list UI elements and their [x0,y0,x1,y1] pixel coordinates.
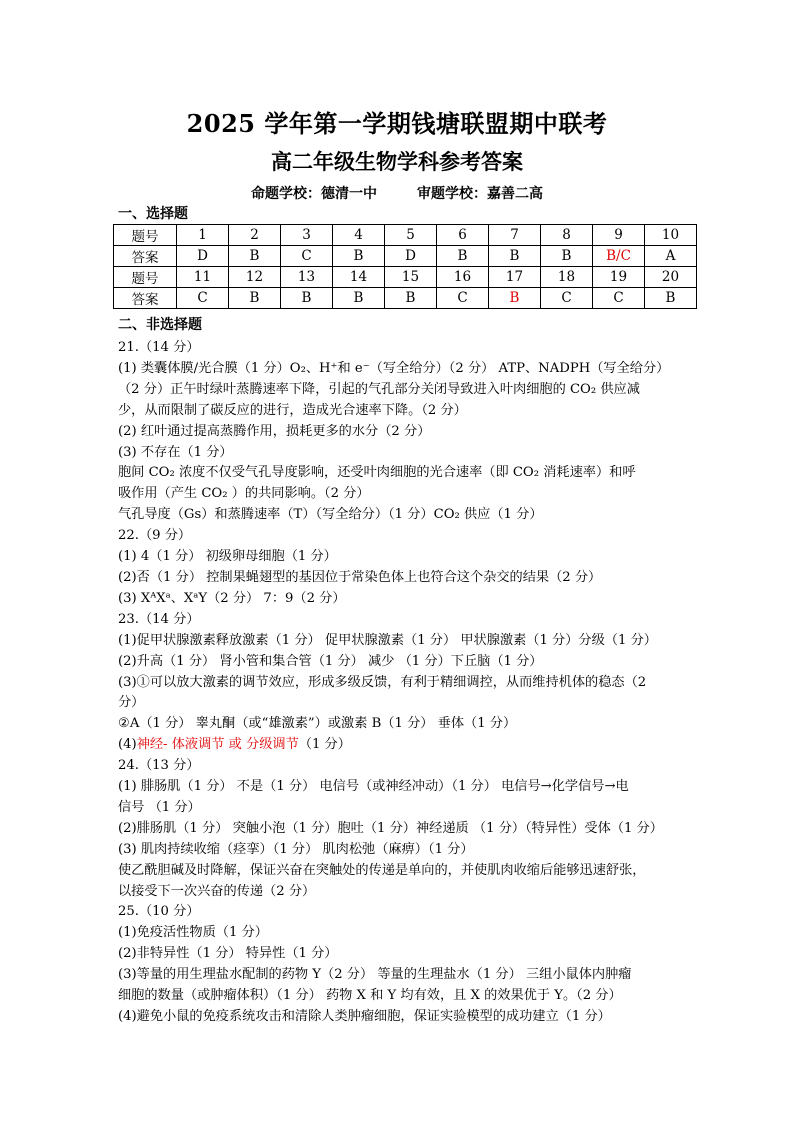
exam-title: 2025 学年第一学期钱塘联盟期中联考 [186,109,608,138]
q21-line: （2 分）正午时绿叶蒸腾速率下降，引起的气孔部分关闭导致进入叶肉细胞的 CO₂ 供应减 [118,381,640,397]
q21-line: (1) 类囊体膜/光合膜（1 分）O₂、H⁺和 e⁻（写全给分）（2 分） ATP、NADPH（写全给分） [118,360,670,376]
q24-line: 以接受下一次兴奋的传递（2 分） [118,883,316,899]
table-cell: 6 [437,225,489,246]
q25-line: (4)避免小鼠的免疫系统攻击和清除人类肿瘤细胞，保证实验模型的成功建立（1 分） [118,1009,611,1024]
q24-line: (3) 肌肉持续收缩（痉挛）（1 分） 肌肉松弛（麻痹）（1 分） [118,841,474,857]
answer-table [113,224,697,309]
table-cell: B [385,288,437,309]
table-cell: D [177,246,229,267]
table-cell: B [541,246,593,267]
q21-heading: 21.（14 分） [118,340,200,355]
table-cell: 14 [333,267,385,288]
table-cell: B [281,288,333,309]
table-cell: B [229,246,281,267]
q23-l6-suffix: （1 分） [298,737,351,753]
table-cell: 10 [645,225,697,246]
table-cell: B/C [593,246,645,267]
table-row-header: 题号 [114,225,177,246]
table-row-header: 题号 [114,267,177,288]
table-cell: C [281,246,333,267]
table-cell: B [333,246,385,267]
q23-heading: 23.（14 分） [118,611,200,627]
table-cell: 3 [281,225,333,246]
exam-subtitle: 高二年级生物学科参考答案 [271,149,523,174]
q24-heading: 24.（13 分） [118,758,200,774]
table-cell: C [437,288,489,309]
section-nonchoice-heading: 二、非选择题 [118,317,202,333]
proposer-school: 命题学校：德清一中 [251,186,377,202]
table-cell: 1 [177,225,229,246]
q25-line: 细胞的数量（或肿瘤体积）（1 分） 药物 X 和 Y 均有效，且 X 的效果优于 Y。（2 分） [118,988,622,1004]
table-cell: 11 [177,267,229,288]
table-cell: 12 [229,267,281,288]
table-cell: C [177,288,229,309]
q21-line: 气孔导度（Gs）和蒸腾速率（T）（写全给分）（1 分）CO₂ 供应（1 分） [118,507,543,523]
q25-line: (3)等量的用生理盐水配制的药物 Y（2 分） 等量的生理盐水（1 分） 三组小鼠体内肿瘤 [118,967,632,983]
table-cell: 17 [489,267,541,288]
table-cell: B [333,288,385,309]
q23-line: ②A（1 分） 睾丸酮（或“雄激素”）或激素 B（1 分） 垂体（1 分） [118,716,517,732]
q23-line: (1)促甲状腺激素释放激素（1 分） 促甲状腺激素（1 分） 甲状腺激素（1 分）分级（1 分） [118,632,657,648]
table-cell: D [385,246,437,267]
q25-line: (2)非特异性（1 分） 特异性（1 分） [118,946,338,962]
q21-line: (3) 不存在（1 分） [118,444,233,460]
table-row [114,246,697,267]
q22-line: (3) XᴬXᵃ、XᵃY（2 分） 7：9（2 分） [118,590,346,606]
table-row-header: 答案 [114,246,177,267]
table-cell: B [489,246,541,267]
table-cell: 16 [437,267,489,288]
q21-line: (2) 红叶通过提高蒸腾作用，损耗更多的水分（2 分） [118,423,431,439]
q22-line: (2)否（1 分） 控制果蝇翅型的基因位于常染色体上也符合这个杂交的结果（2 分） [118,569,602,585]
q23-l6-highlight: 神经- 体液调节 或 分级调节 [136,737,299,753]
table-cell: 9 [593,225,645,246]
table-cell: 19 [593,267,645,288]
q23-l6-prefix: (4) [118,737,137,753]
table-cell: 2 [229,225,281,246]
q21-line: 吸作用（产生 CO₂ ）的共同影响。（2 分） [118,486,370,502]
table-cell: 15 [385,267,437,288]
q21-line: 少，从而限制了碳反应的进行，造成光合速率下降。（2 分） [118,402,467,418]
reviewer-school: 审题学校：嘉善二高 [417,186,543,202]
table-cell: C [593,288,645,309]
q24-line: 使乙酰胆碱及时降解，保证兴奋在突触处的传递是单向的，并使肌肉收缩后能够迅速舒张， [118,862,646,878]
table-cell: 13 [281,267,333,288]
table-cell: 20 [645,267,697,288]
q23-line: (3)①可以放大激素的调节效应，形成多级反馈，有利于精细调控，从而维持机体的稳态（2 [118,674,647,690]
table-cell: B [645,288,697,309]
q23-line: (2)升高（1 分） 肾小管和集合管（1 分） 减少 （1 分）下丘脑（1 分） [118,653,543,669]
q22-line: (1) 4（1 分） 初级卵母细胞（1 分） [118,549,337,565]
q21-line: 胞间 CO₂ 浓度不仅受气孔导度影响，还受叶肉细胞的光合速率（即 CO₂ 消耗速率）和呼 [118,465,636,481]
q22-heading: 22.（9 分） [118,528,192,544]
section-choice-heading: 一、选择题 [118,206,188,222]
table-row [114,225,697,246]
table-cell: C [541,288,593,309]
answers-body [118,338,684,1028]
table-cell: B [229,288,281,309]
q25-heading: 25.（10 分） [118,904,200,920]
table-row [114,267,697,288]
table-cell: B [437,246,489,267]
table-row [114,288,697,309]
q24-line: (1) 腓肠肌（1 分） 不是（1 分） 电信号（或神经冲动）（1 分） 电信号→化学信号→电 [118,779,629,795]
table-cell: 4 [333,225,385,246]
table-cell: 7 [489,225,541,246]
q24-line: (2)腓肠肌（1 分） 突触小泡（1 分）胞吐（1 分）神经递质 （1 分）（特异性）受体（1 分） [118,820,663,836]
q25-line: (1)免疫活性物质（1 分） [118,925,268,941]
table-cell: 18 [541,267,593,288]
table-cell: B [489,288,541,309]
table-row-header: 答案 [114,288,177,309]
table-cell: 8 [541,225,593,246]
q24-line: 信号 （1 分） [118,799,201,815]
q23-line: 分） [118,695,145,711]
table-cell: 5 [385,225,437,246]
q23-line-4 [118,735,684,756]
table-cell: A [645,246,697,267]
school-info [0,183,794,203]
